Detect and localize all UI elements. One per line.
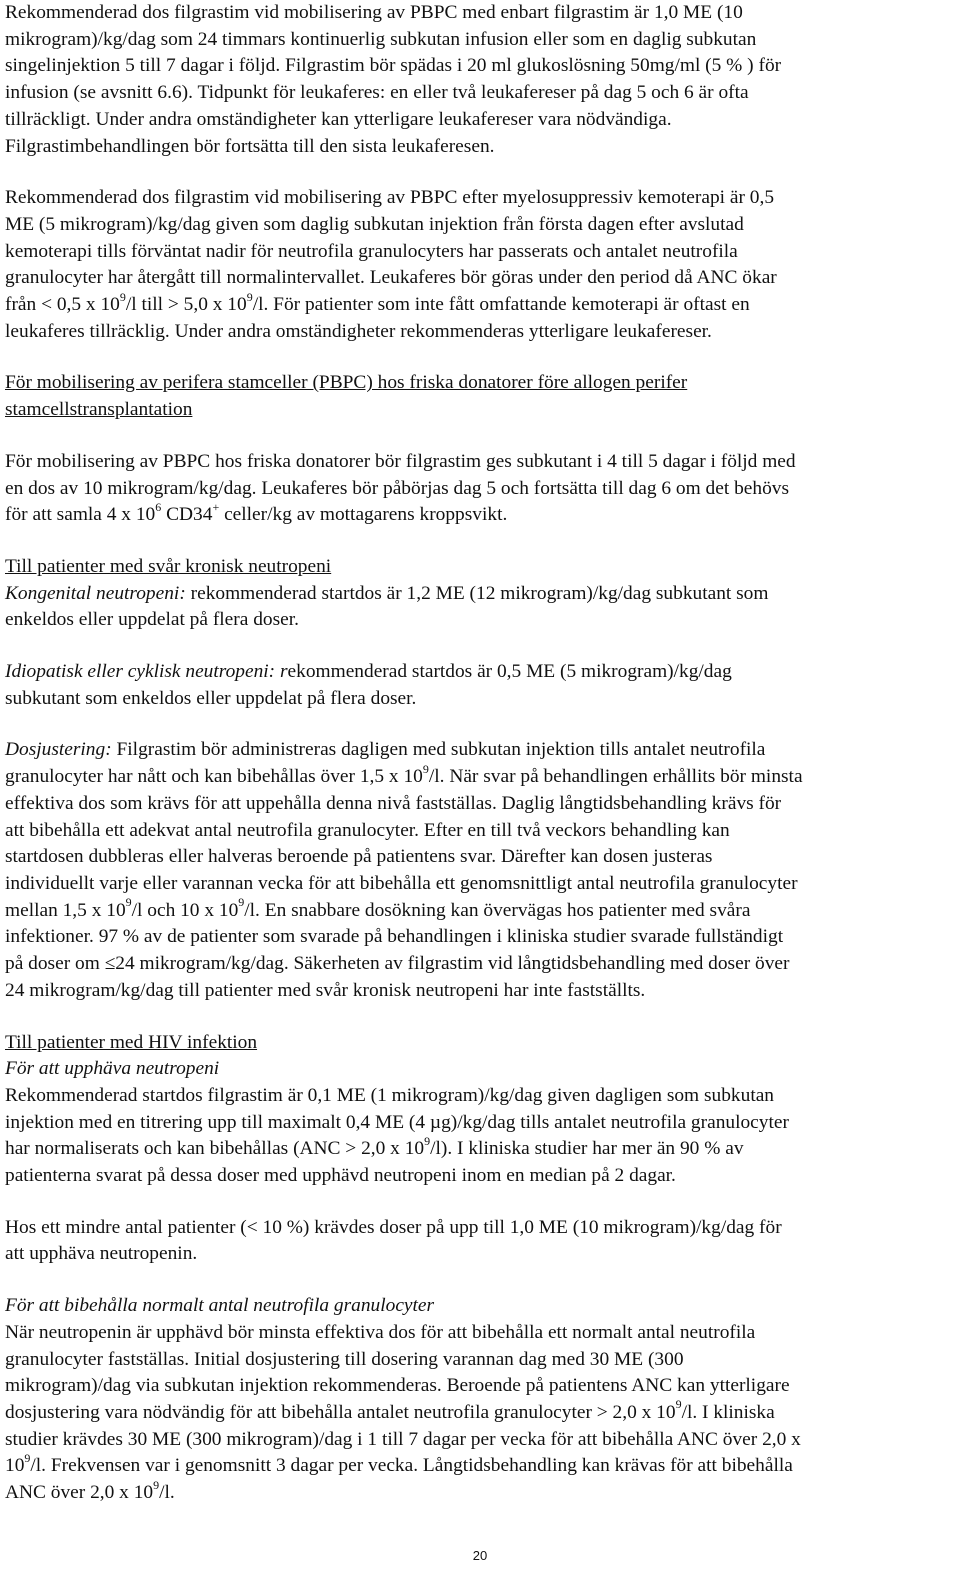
superscript: 6	[155, 499, 162, 514]
text: När neutropenin är upphävd bör minsta effektiva dos för att bibehålla ett normalt antal neutrofila granulocyter fastställas. Initial dosjustering till dosering varannan dag med 30 ME (300 mikrogram)/dag via subkutan injektion rekommenderas. Beroende på patientens ANC kan ytterligare dosjustering vara nödvändig för att bibehålla antalet neutrofila granulocyter > 2,0 x 10	[5, 1321, 790, 1423]
text: Rekommenderad dos filgrastim vid mobilisering av PBPC efter myelosuppressiv kemoterapi är 0,5 ME (5 mikrogram)/kg/dag given som daglig subkutan injektion från första dagen efter avslutad kemoterapi tills förväntat nadir för neutrofila granulocyters har passerats och antalet neutrofila granulocyter har återgått till normalintervallet. Leukaferes bör göras under den period då ANC ökar från < 0,5 x 10	[5, 187, 777, 316]
superscript: +	[212, 499, 220, 514]
superscript: 9	[125, 895, 132, 910]
label-italic: Kongenital neutropeni:	[5, 582, 186, 604]
text: För mobilisering av PBPC hos friska donatorer bör filgrastim ges subkutant i 4 till 5 dagar i följd med en dos av 10 mikrogram/kg/dag. Leukaferes bör påbörjas dag 5 och fortsätta till dag 6 om det behövs för att samla 4 x 10	[5, 450, 796, 526]
paragraph-friska-donatorer	[5, 449, 955, 529]
label-italic: Idiopatisk eller cyklisk neutropeni: r	[5, 661, 288, 683]
heading-hiv-infektion: Till patienter med HIV infektion	[5, 1031, 258, 1053]
superscript: 9	[153, 1477, 160, 1492]
paragraph-bibehalla	[5, 1320, 955, 1507]
text: CD34	[161, 504, 213, 526]
document-page	[5, 0, 955, 1507]
paragraph-mobilisering-enbart-filgrastim: Rekommenderad dos filgrastim vid mobilisering av PBPC med enbart filgrastim är 1,0 ME (10 mikrogram)/kg/dag som 24 timmars kontinuerlig subkutan infusion eller som en daglig subkutan singelinjektion 5 till 7 dagar i följd. Filgrastim bör spädas i 20 ml glukoslösning 50mg/ml (5 % ) för infusion (se avsnitt 6.6). Tidpunkt för leukaferes: en eller två leukafereser på dag 5 och 6 är ofta tillräckligt. Under andra omständigheter kan ytterligare leukafereser vara nödvändiga. Filgrastimbehandlingen bör fortsätta till den sista leukaferesen.	[5, 2, 782, 157]
text: Rekommenderad startdos filgrastim är 0,1 ME (1 mikrogram)/kg/dag given dagligen som subkutan injektion med en titrering upp till maximalt 0,4 ME (4 µg)/kg/dag tills antalet neutrofila granulocyter har normaliserats och kan bibehållas (ANC > 2,0 x 10	[5, 1084, 789, 1160]
superscript: 9	[238, 895, 245, 910]
paragraph-kongenital-neutropeni	[5, 581, 955, 634]
text: /l till > 5,0 x 10	[125, 294, 247, 316]
superscript: 9	[24, 1450, 31, 1465]
subheading-upphava-neutropeni: För att upphäva neutropeni	[5, 1058, 220, 1080]
text: celler/kg av mottagarens kroppsvikt.	[219, 504, 508, 526]
text: /l. För patienter som inte fått omfattande kemoterapi är oftast en leukaferes tillräcklig. Under andra omständigheter rekommenderas ytterligare leukafereser.	[5, 294, 750, 342]
text: /l. När svar på behandlingen erhållits bör minsta effektiva dos som krävs för att uppehålla denna nivå fastställas. Daglig långtidsbehandling krävs för att bibehålla ett adekvat antal neutrofila granulocyter. Efter en till två veckors behandling kan startdosen dubbleras eller halveras beroende på patientens svar. Därefter kan dosen justeras individuellt varje eller varannan vecka för att bibehålla ett genomsnittligt antal neutrofila granulocyter mellan 1,5 x 10	[5, 766, 803, 921]
label-italic: Dosjustering:	[5, 739, 112, 761]
text: /l. Frekvensen var i genomsnitt 3 dagar per vecka. Långtidsbehandling kan krävas för att bibehålla ANC över 2,0 x 10	[5, 1455, 793, 1504]
page-number: 20	[472, 1548, 488, 1563]
paragraph-mobilisering-efter-kemoterapi	[5, 185, 955, 345]
heading-friska-donatorer: För mobilisering av perifera stamceller (PBPC) hos friska donatorer före allogen perifer stamcellstransplantation	[5, 372, 688, 421]
text: ekommenderad startdos är 0,5 ME (5 mikrogram)/kg/dag subkutant som enkeldos eller uppdelat på flera doser.	[5, 661, 732, 709]
superscript: 9	[675, 1397, 682, 1412]
text: Filgrastim bör administreras dagligen med subkutan injektion tills antalet neutrofila granulocyter har nått och kan bibehållas över 1,5 x 10	[5, 739, 766, 788]
heading-svar-kronisk-neutropeni: Till patienter med svår kronisk neutropeni	[5, 555, 332, 577]
text: /l. En snabbare dosökning kan övervägas hos patienter med svåra infektioner. 97 % av de patienter som svarade på behandlingen i kliniska studier svarade fullständigt på doser om ≤24 mikrogram/kg/dag. Säkerheten av filgrastim vid långtidsbehandling med doser över 24 mikrogram/kg/dag till patienter med svår kronisk neutropeni har inte fastställts.	[5, 899, 790, 1001]
superscript: 9	[422, 761, 429, 776]
superscript: 9	[424, 1133, 431, 1148]
text: rekommenderad startdos är 1,2 ME (12 mikrogram)/kg/dag subkutant som enkeldos eller uppdelat på flera doser.	[5, 582, 769, 631]
text: /l). I kliniska studier har mer än 90 % av patienterna svarat på dessa doser med upphävd neutropeni inom en median på 2 dagar.	[5, 1138, 744, 1187]
subheading-bibehalla-normalt-antal: För att bibehålla normalt antal neutrofila granulocyter	[5, 1295, 435, 1317]
paragraph-mindre-antal-patienter: Hos ett mindre antal patienter (< 10 %) krävdes doser på upp till 1,0 ME (10 mikrogram)/kg/dag för att upphäva neutropenin.	[5, 1216, 782, 1265]
text: /l och 10 x 10	[131, 899, 239, 921]
paragraph-hiv-startdos	[5, 1083, 955, 1190]
text: /l.	[159, 1482, 175, 1504]
paragraph-dosjustering	[5, 737, 955, 1004]
text: /l. I kliniska studier krävdes 30 ME (300 mikrogram)/dag i 1 till 7 dagar per vecka för att bibehålla ANC över 2,0 x 10	[5, 1401, 801, 1477]
paragraph-idiopatisk-neutropeni	[5, 659, 955, 712]
superscript: 9	[119, 289, 126, 304]
superscript: 9	[246, 289, 253, 304]
